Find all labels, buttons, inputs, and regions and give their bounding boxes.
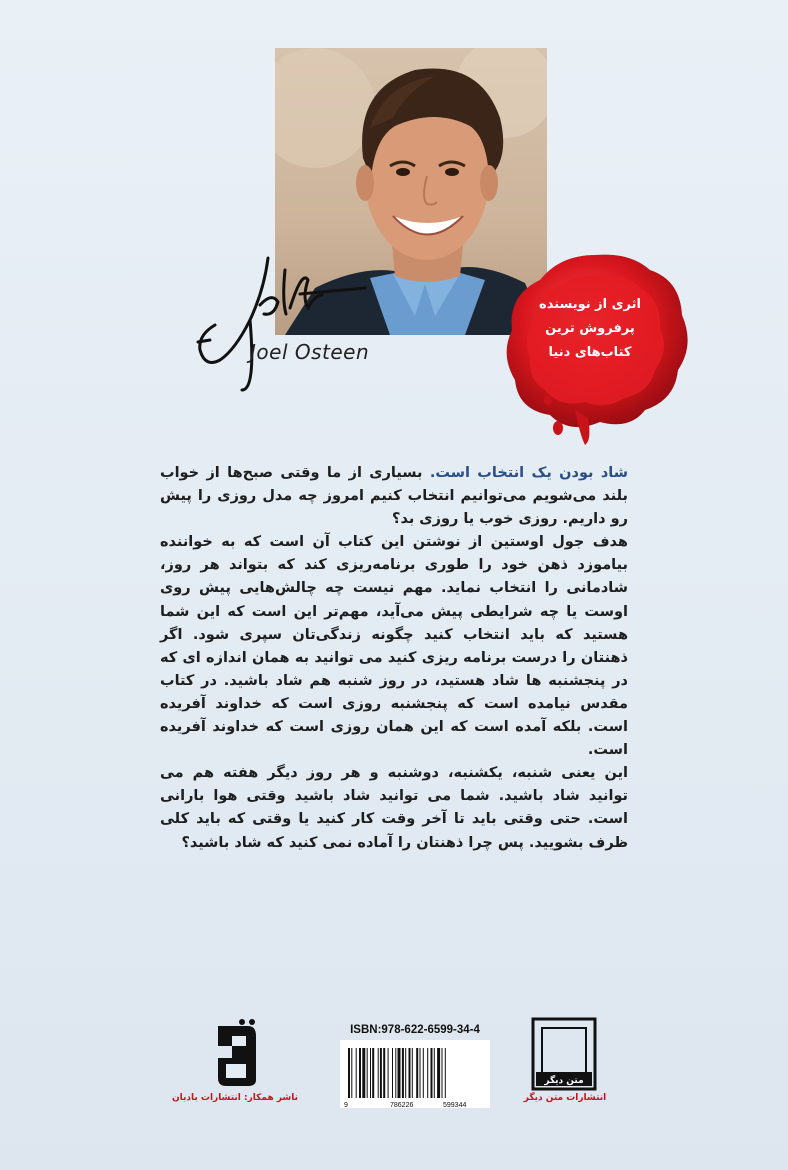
- isbn-label: ISBN:978-622-6599-34-4: [350, 1024, 480, 1036]
- blurb-highlight: شاد بودن یک انتخاب است.: [429, 465, 628, 481]
- co-publisher-logo-icon: [212, 1018, 262, 1090]
- barcode-icon: [340, 1040, 490, 1108]
- blurb-paragraph: این یعنی شنبه، یکشنبه، دوشنبه و هر روز دیگر هفته هم می توانید شاد باشید. شما می توانید شاد باشید وقتی هوا بارانی است. حتی وقتی باید تا آخر وقت کار کنید یا وقتی که باید کلی ظرف بشویید. پس چرا ذهنتان را آماده نمی کنید که شاد باشید؟: [160, 765, 628, 851]
- seal-line: کتاب‌های دنیا: [548, 345, 632, 360]
- seal-text: [520, 293, 660, 365]
- publisher-right-label: انتشارات متن دیگر: [523, 1093, 607, 1103]
- barcode-digit-left: 9: [344, 1102, 348, 1109]
- publisher-logo-icon: [530, 1016, 598, 1092]
- seal-line: اثری از نویسنده: [539, 297, 641, 312]
- blurb-paragraph: هدف جول اوستین از نوشتن این کتاب آن است که به خواننده بیاموزد ذهن خود را طوری برنامه‌ریزی کند که بتواند هر روز، شادمانی را انتخاب نماید. مهم نیست چه چالش‌هایی پیش روی اوست یا چه شرایطی پیش می‌آید، مهم‌تر این است که این شما هستید که باید انتخاب کنید چگونه زندگی‌تان سپری شود. اگر ذهنتان را درست برنامه ریزی کنید می توانید به همان اندازه ای که در پنجشنبه ها شاد هستید، در روز شنبه هم شاد باشید. در کتاب مقدس نیامده است که پنجشنبه روزی است که خداوند آفریده است. بلکه آمده است که این همان روزی است که خداوند آفریده است.: [160, 534, 628, 759]
- blurb-paragraph: [160, 462, 628, 531]
- blurb-intro: بسیاری از ما وقتی صبح‌ها از خواب بلند می‌شویم می‌توانیم انتخاب کنیم امروز چه مدل روزی را پیش رو داریم. روزی خوب یا روزی بد؟: [160, 465, 628, 528]
- barcode-digit-right: 599344: [443, 1102, 467, 1109]
- publisher-logo-text: متن دیگر: [544, 1076, 584, 1086]
- barcode-digit-mid: 786226: [390, 1102, 414, 1109]
- author-name: Joel Osteen: [250, 340, 370, 364]
- blurb-text: [160, 462, 628, 855]
- signature-icon: [190, 250, 370, 400]
- seal-line: پرفروش ترین: [545, 321, 635, 336]
- co-publisher-label: ناشر همکار: انتشارات بادبان: [171, 1093, 299, 1103]
